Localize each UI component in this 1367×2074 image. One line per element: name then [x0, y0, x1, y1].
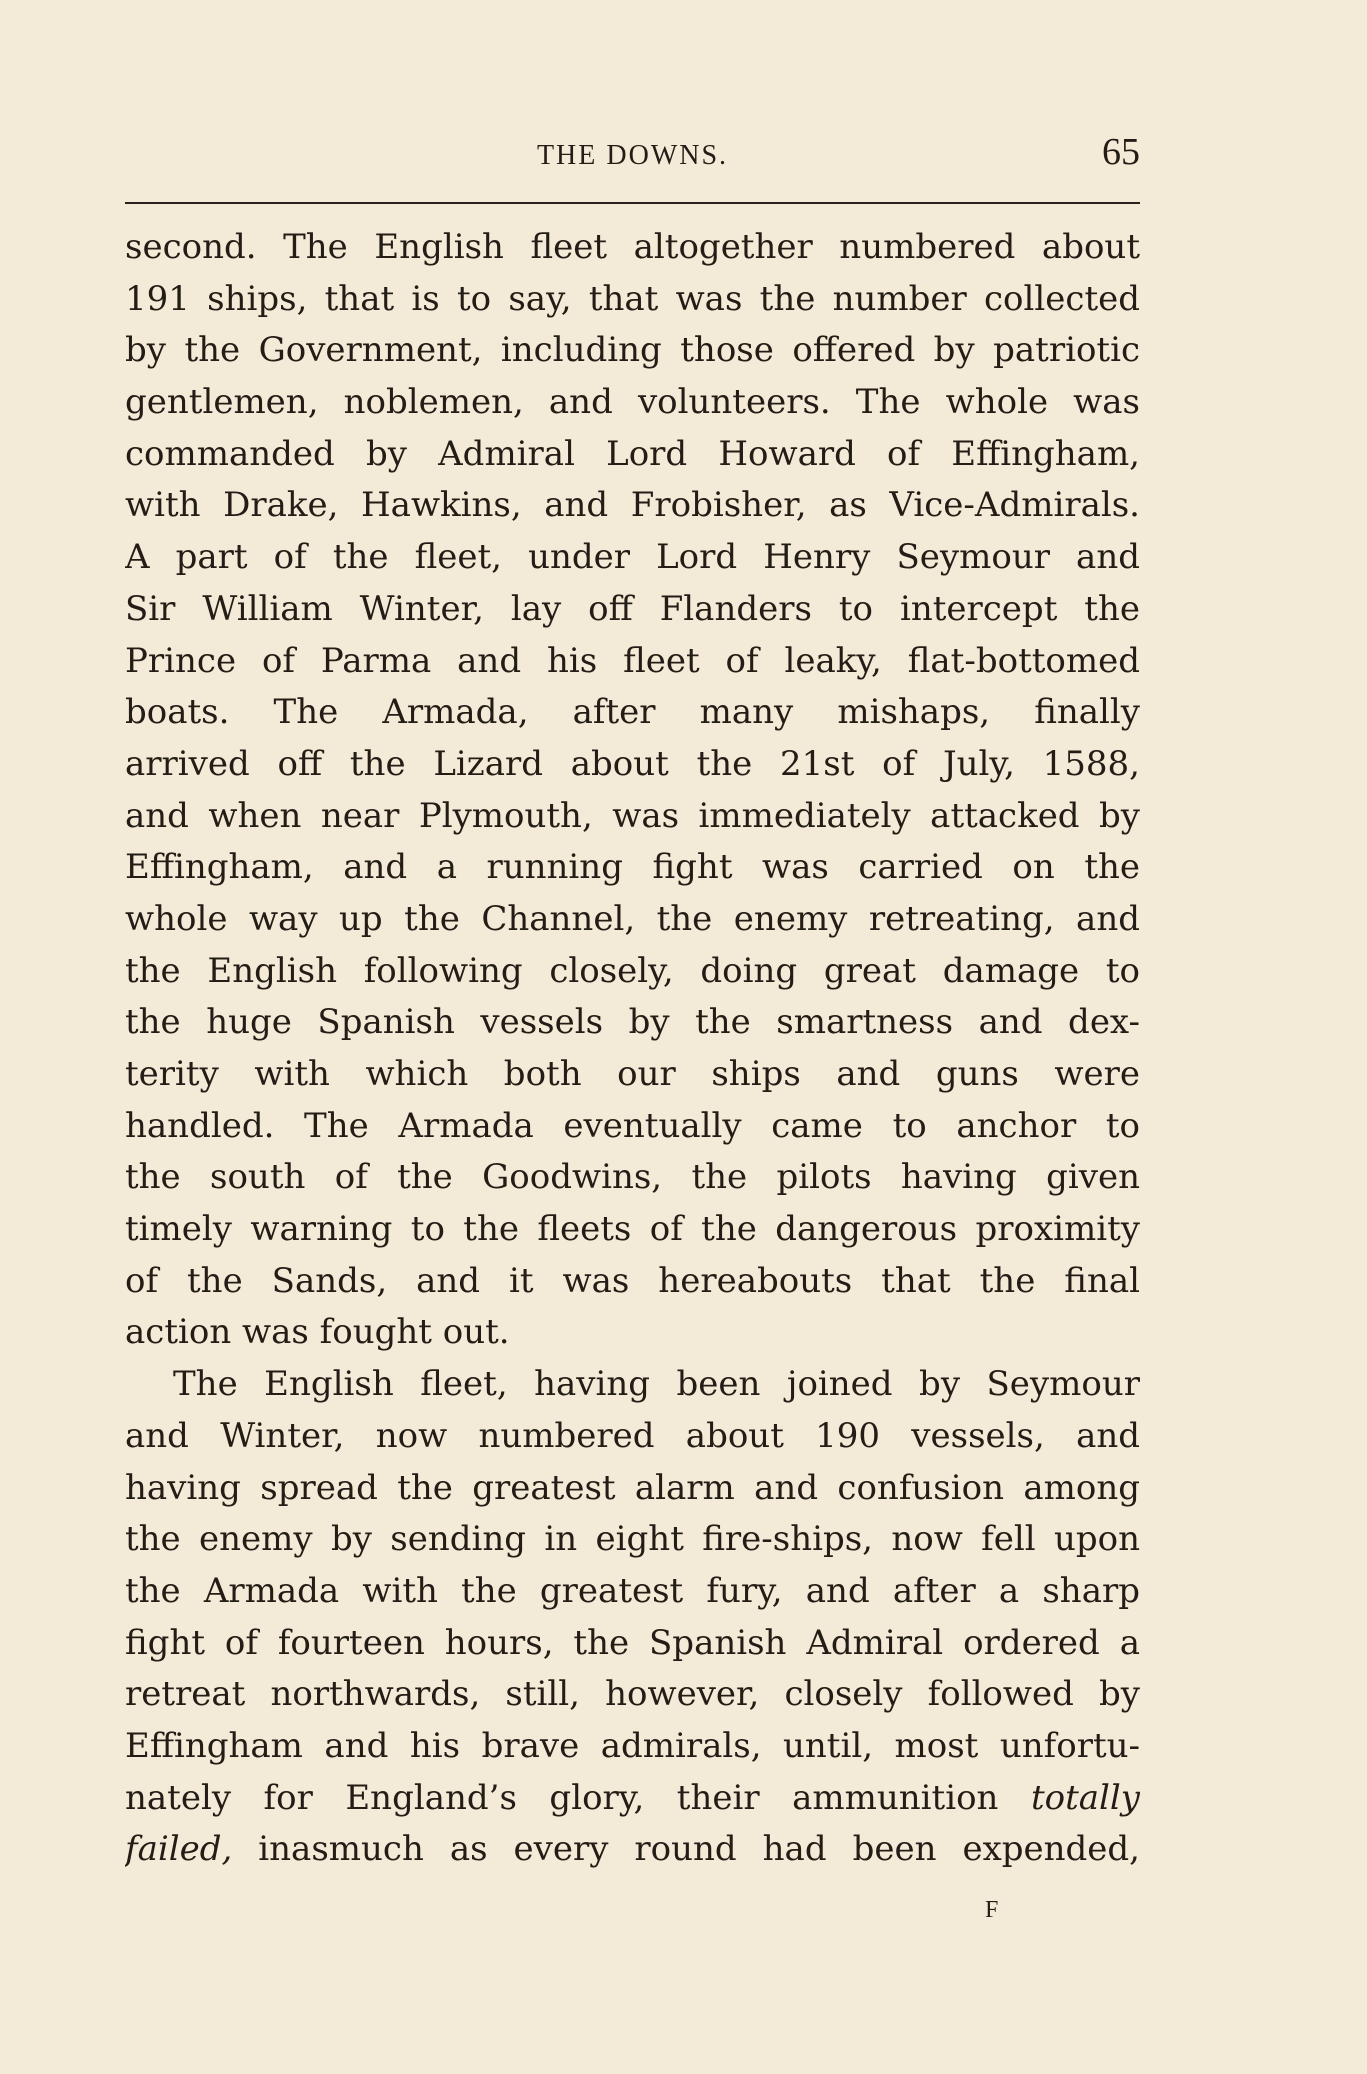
text-line: second. The English fleet altogether numbered about: [125, 227, 1140, 267]
page-number: 65: [1102, 131, 1140, 173]
text-line: Prince of Parma and his fleet of leaky, flat-bottomed: [125, 640, 1140, 681]
text-line-with-italic: [125, 1824, 1140, 1876]
text-line: of the Sands, and it was hereabouts that the final: [125, 1260, 1140, 1301]
text-line: Effingham, and a running fight was carried on the: [125, 847, 1140, 888]
text-line: timely warning to the fleets of the dangerous proximity: [125, 1209, 1140, 1250]
italic-text-run: totally: [1030, 1777, 1140, 1818]
text-line: with Drake, Hawkins, and Frobisher, as Vice-Admirals.: [125, 485, 1140, 526]
text-line: retreat northwards, still, however, closely followed by: [125, 1674, 1140, 1715]
italic-text-run: failed,: [125, 1829, 233, 1870]
text-line: arrived off the Lizard about the 21st of July, 1588,: [125, 743, 1140, 784]
text-line-with-italic: [125, 1773, 1140, 1825]
text-line: fight of fourteen hours, the Spanish Admiral ordered a: [125, 1622, 1140, 1663]
text-line: gentlemen, noblemen, and volunteers. The whole was: [125, 382, 1140, 423]
text-line: the enemy by sending in eight fire-ships, now fell upon: [125, 1519, 1140, 1560]
text-line: the huge Spanish vessels by the smartness and dex-: [125, 1002, 1140, 1043]
text-line: the south of the Goodwins, the pilots having given: [125, 1157, 1140, 1198]
text-line: by the Government, including those offered by patriotic: [125, 330, 1140, 371]
text-line: action was fought out.: [125, 1312, 510, 1353]
text-line: boats. The Armada, after many mishaps, finally: [125, 692, 1140, 733]
text-line: Sir William Winter, lay off Flanders to intercept the: [125, 588, 1140, 629]
text-line: terity with which both our ships and guns were: [125, 1054, 1140, 1094]
text-line: the English following closely, doing great damage to: [125, 950, 1140, 991]
text-line: A part of the fleet, under Lord Henry Seymour and: [125, 537, 1140, 578]
running-head: [125, 130, 1140, 180]
text-line: and when near Plymouth, was immediately attacked by: [125, 795, 1140, 836]
text-run: inasmuch as every round had been expended,: [232, 1829, 1140, 1870]
text-run: nately for England’s glory, their ammunition: [125, 1777, 1031, 1818]
body-text: [125, 222, 1140, 1876]
text-line: handled. The Armada eventually came to anchor to: [125, 1105, 1140, 1146]
text-line: Effingham and his brave admirals, until, most unfortu-: [125, 1725, 1140, 1766]
text-line: commanded by Admiral Lord Howard of Effingham,: [125, 433, 1140, 474]
text-line: and Winter, now numbered about 190 vessels, and: [125, 1415, 1140, 1456]
header-rule: [125, 202, 1140, 204]
text-line: The English fleet, having been joined by Seymour: [173, 1364, 1140, 1405]
text-line: having spread the greatest alarm and confusion among: [125, 1467, 1140, 1508]
running-title: THE DOWNS.: [536, 140, 729, 171]
text-line: the Armada with the greatest fury, and after a sharp: [125, 1570, 1140, 1611]
signature-mark: F: [985, 1897, 1000, 1923]
text-line: whole way up the Channel, the enemy retreating, and: [125, 898, 1140, 939]
text-line: 191 ships, that is to say, that was the number collected: [125, 278, 1140, 319]
